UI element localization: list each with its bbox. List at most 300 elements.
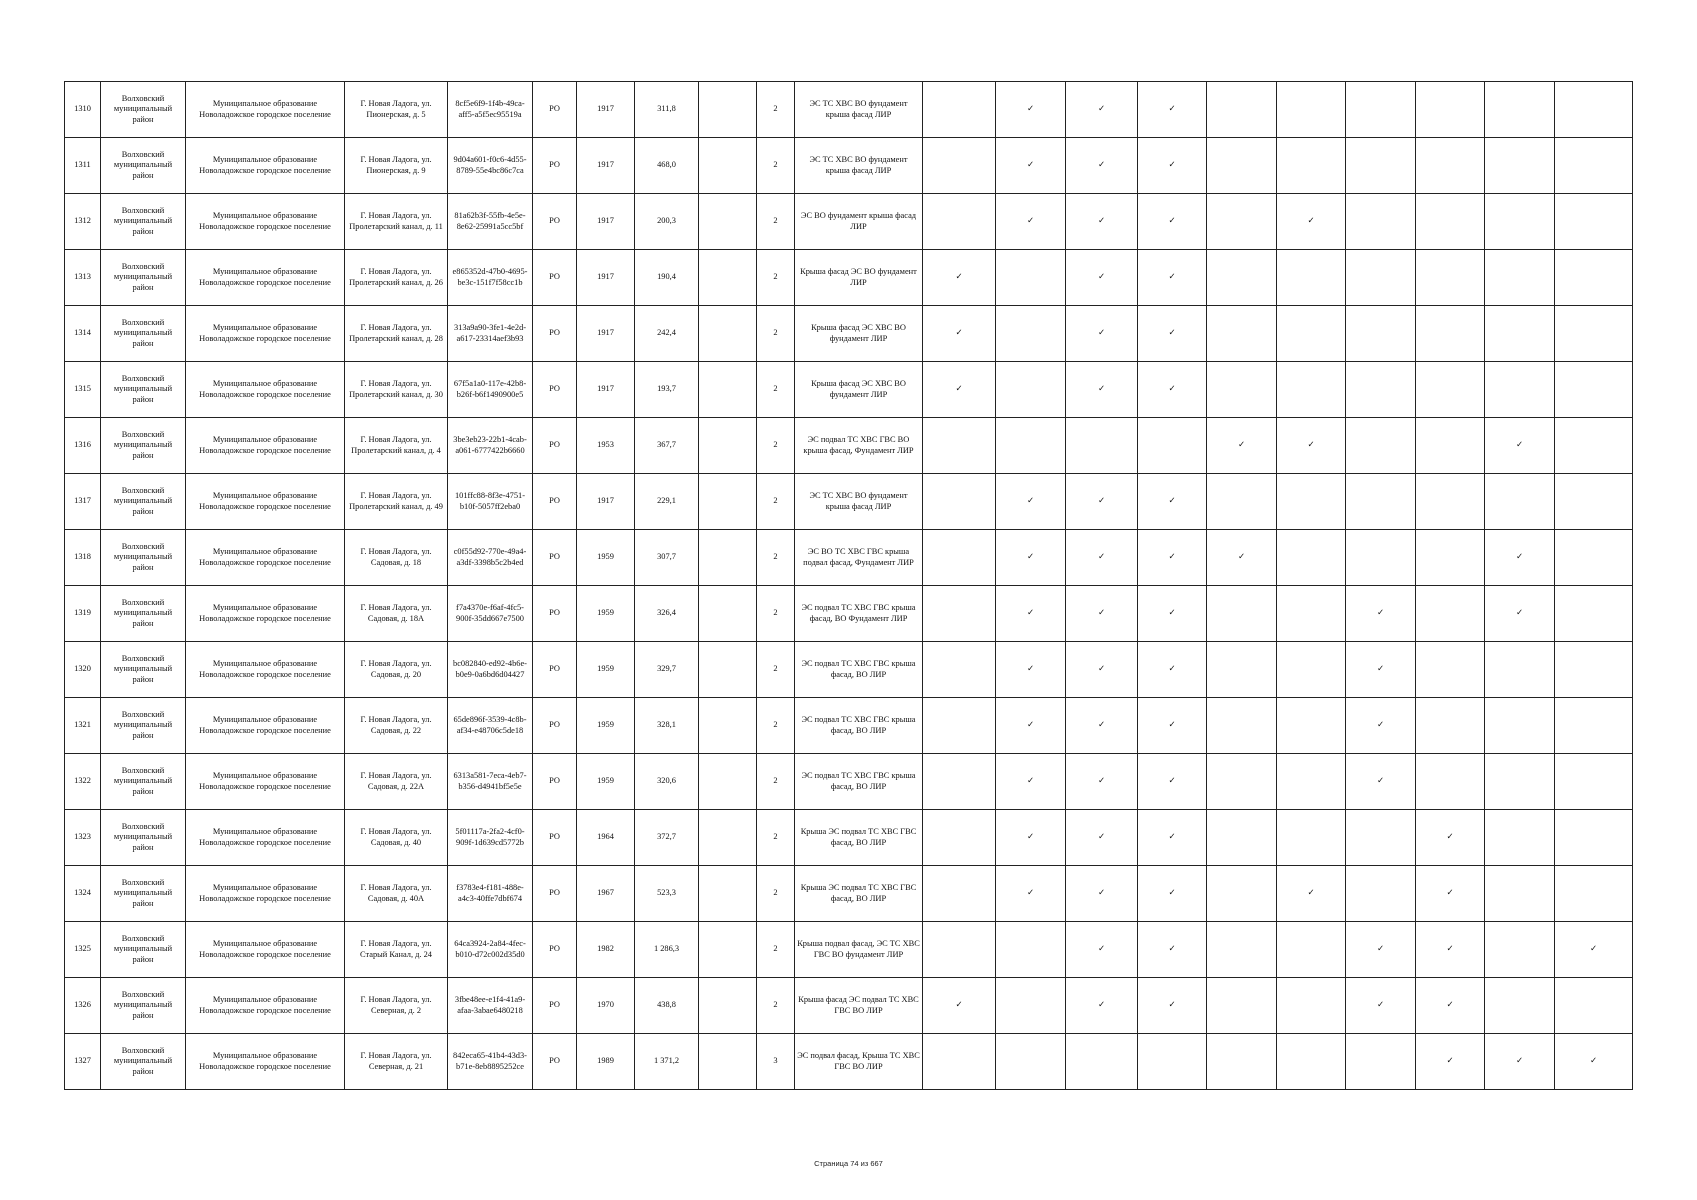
- work-check-cell: [1207, 474, 1277, 530]
- municipality-cell: Муниципальное образование Новоладожское городское поселение: [186, 642, 345, 698]
- area-cell: 229,1: [635, 474, 699, 530]
- code-cell: РО: [533, 474, 577, 530]
- work-check-cell: [1485, 754, 1555, 810]
- check-mark-icon: ✓: [1168, 720, 1176, 730]
- check-mark-icon: ✓: [1515, 440, 1524, 450]
- code-cell: РО: [533, 978, 577, 1034]
- floors-cell: 2: [757, 586, 795, 642]
- work-check-cell: [1555, 922, 1633, 978]
- guid-cell: 8cf5e6f9-1f4b-49ca-aff5-a5f5ec95519a: [448, 82, 533, 138]
- district-cell: Волховский муниципальный район: [101, 250, 186, 306]
- table-row: [65, 250, 1633, 306]
- work-check-cell: [1416, 922, 1485, 978]
- code-cell: РО: [533, 642, 577, 698]
- check-mark-icon: ✓: [1446, 832, 1454, 842]
- municipality-cell: Муниципальное образование Новоладожское городское поселение: [186, 418, 345, 474]
- empty-cell: [699, 418, 757, 474]
- work-check-cell: [1277, 82, 1346, 138]
- work-check-cell: [1346, 642, 1416, 698]
- check-mark-icon: ✓: [1097, 664, 1106, 674]
- check-mark-icon: ✓: [1097, 888, 1106, 898]
- municipality-cell: Муниципальное образование Новоладожское городское поселение: [186, 194, 345, 250]
- work-check-cell: [1485, 138, 1555, 194]
- work-check-cell: [996, 754, 1066, 810]
- check-mark-icon: ✓: [1097, 104, 1106, 114]
- work-check-cell: [923, 754, 996, 810]
- work-check-cell: [923, 866, 996, 922]
- housing-register-table: [64, 81, 1633, 1090]
- work-check-cell: [1416, 698, 1485, 754]
- municipality-cell: Муниципальное образование Новоладожское городское поселение: [186, 306, 345, 362]
- floors-cell: 2: [757, 474, 795, 530]
- work-check-cell: [1485, 1034, 1555, 1090]
- work-check-cell: [996, 138, 1066, 194]
- district-cell: Волховский муниципальный район: [101, 530, 186, 586]
- check-mark-icon: ✓: [1446, 1000, 1454, 1010]
- code-cell: РО: [533, 82, 577, 138]
- row-number: 1321: [65, 698, 101, 754]
- row-number: 1327: [65, 1034, 101, 1090]
- check-mark-icon: ✓: [1168, 776, 1176, 786]
- work-check-cell: [1346, 810, 1416, 866]
- work-check-cell: [1207, 698, 1277, 754]
- check-mark-icon: ✓: [1097, 944, 1106, 954]
- area-cell: 320,6: [635, 754, 699, 810]
- check-mark-icon: ✓: [1168, 272, 1176, 282]
- year-cell: 1959: [577, 530, 635, 586]
- table-row: [65, 530, 1633, 586]
- check-mark-icon: ✓: [1376, 1000, 1385, 1010]
- work-check-cell: [1138, 754, 1207, 810]
- code-cell: РО: [533, 250, 577, 306]
- work-check-cell: [1416, 194, 1485, 250]
- works-cell: Крыша подвал фасад, ЭС ТС ХВС ГВС ВО фундамент ЛИР: [795, 922, 923, 978]
- work-check-cell: [1485, 194, 1555, 250]
- floors-cell: 2: [757, 530, 795, 586]
- year-cell: 1917: [577, 250, 635, 306]
- work-check-cell: [1485, 698, 1555, 754]
- check-mark-icon: ✓: [1097, 496, 1106, 506]
- municipality-cell: Муниципальное образование Новоладожское городское поселение: [186, 586, 345, 642]
- work-check-cell: [1207, 866, 1277, 922]
- work-check-cell: [1066, 978, 1138, 1034]
- check-mark-icon: ✓: [1026, 104, 1035, 114]
- floors-cell: 2: [757, 698, 795, 754]
- empty-cell: [699, 978, 757, 1034]
- work-check-cell: [923, 810, 996, 866]
- year-cell: 1967: [577, 866, 635, 922]
- work-check-cell: [1138, 362, 1207, 418]
- work-check-cell: [1346, 866, 1416, 922]
- area-cell: 311,8: [635, 82, 699, 138]
- work-check-cell: [1416, 642, 1485, 698]
- work-check-cell: [1346, 194, 1416, 250]
- check-mark-icon: ✓: [1097, 1000, 1106, 1010]
- work-check-cell: [1555, 866, 1633, 922]
- year-cell: 1970: [577, 978, 635, 1034]
- table-row: [65, 362, 1633, 418]
- row-number: 1316: [65, 418, 101, 474]
- floors-cell: 2: [757, 754, 795, 810]
- work-check-cell: [1066, 866, 1138, 922]
- work-check-cell: [1555, 586, 1633, 642]
- work-check-cell: [1138, 250, 1207, 306]
- check-mark-icon: ✓: [1376, 608, 1385, 618]
- check-mark-icon: ✓: [1168, 552, 1176, 562]
- work-check-cell: [1138, 138, 1207, 194]
- work-check-cell: [1555, 698, 1633, 754]
- table-row: [65, 586, 1633, 642]
- floors-cell: 2: [757, 810, 795, 866]
- work-check-cell: [996, 418, 1066, 474]
- floors-cell: 2: [757, 82, 795, 138]
- work-check-cell: [1346, 754, 1416, 810]
- work-check-cell: [1555, 642, 1633, 698]
- floors-cell: 2: [757, 642, 795, 698]
- work-check-cell: [1346, 698, 1416, 754]
- check-mark-icon: ✓: [1026, 160, 1035, 170]
- table-row: [65, 866, 1633, 922]
- address-cell: Г. Новая Ладога, ул. Пролетарский канал, д. 11: [345, 194, 448, 250]
- district-cell: Волховский муниципальный район: [101, 922, 186, 978]
- work-check-cell: [1346, 418, 1416, 474]
- area-cell: 367,7: [635, 418, 699, 474]
- check-mark-icon: ✓: [1026, 496, 1035, 506]
- work-check-cell: [1416, 138, 1485, 194]
- works-cell: Крыша фасад ЭС ХВС ВО фундамент ЛИР: [795, 306, 923, 362]
- work-check-cell: [996, 306, 1066, 362]
- work-check-cell: [1277, 138, 1346, 194]
- district-cell: Волховский муниципальный район: [101, 1034, 186, 1090]
- work-check-cell: [1485, 418, 1555, 474]
- row-number: 1323: [65, 810, 101, 866]
- empty-cell: [699, 362, 757, 418]
- check-mark-icon: ✓: [955, 328, 963, 338]
- work-check-cell: [1555, 1034, 1633, 1090]
- table-row: [65, 82, 1633, 138]
- works-cell: ЭС ВО ТС ХВС ГВС крыша подвал фасад, Фундамент ЛИР: [795, 530, 923, 586]
- code-cell: РО: [533, 698, 577, 754]
- work-check-cell: [1207, 754, 1277, 810]
- guid-cell: c0f55d92-770e-49a4-a3df-3398b5c2b4ed: [448, 530, 533, 586]
- check-mark-icon: ✓: [1097, 216, 1106, 226]
- year-cell: 1917: [577, 474, 635, 530]
- work-check-cell: [1555, 418, 1633, 474]
- check-mark-icon: ✓: [1097, 832, 1106, 842]
- row-number: 1318: [65, 530, 101, 586]
- work-check-cell: [1207, 362, 1277, 418]
- empty-cell: [699, 194, 757, 250]
- district-cell: Волховский муниципальный район: [101, 586, 186, 642]
- year-cell: 1964: [577, 810, 635, 866]
- work-check-cell: [1138, 194, 1207, 250]
- guid-cell: 101ffc88-8f3e-4751-b10f-5057ff2eba0: [448, 474, 533, 530]
- year-cell: 1959: [577, 642, 635, 698]
- district-cell: Волховский муниципальный район: [101, 474, 186, 530]
- empty-cell: [699, 250, 757, 306]
- check-mark-icon: ✓: [1026, 720, 1035, 730]
- address-cell: Г. Новая Ладога, ул. Северная, д. 2: [345, 978, 448, 1034]
- works-cell: ЭС подвал ТС ХВС ГВС ВО крыша фасад, Фундамент ЛИР: [795, 418, 923, 474]
- row-number: 1326: [65, 978, 101, 1034]
- work-check-cell: [1066, 250, 1138, 306]
- work-check-cell: [1346, 978, 1416, 1034]
- district-cell: Волховский муниципальный район: [101, 362, 186, 418]
- work-check-cell: [1207, 978, 1277, 1034]
- works-cell: Крыша фасад ЭС ВО фундамент ЛИР: [795, 250, 923, 306]
- district-cell: Волховский муниципальный район: [101, 754, 186, 810]
- year-cell: 1917: [577, 306, 635, 362]
- check-mark-icon: ✓: [1376, 664, 1385, 674]
- guid-cell: 81a62b3f-55fb-4e5e-8e62-25991a5cc5bf: [448, 194, 533, 250]
- work-check-cell: [923, 586, 996, 642]
- area-cell: 468,0: [635, 138, 699, 194]
- row-number: 1317: [65, 474, 101, 530]
- work-check-cell: [1066, 642, 1138, 698]
- area-cell: 328,1: [635, 698, 699, 754]
- work-check-cell: [1066, 306, 1138, 362]
- year-cell: 1917: [577, 194, 635, 250]
- work-check-cell: [1485, 474, 1555, 530]
- works-cell: ЭС ТС ХВС ВО фундамент крыша фасад ЛИР: [795, 474, 923, 530]
- row-number: 1314: [65, 306, 101, 362]
- municipality-cell: Муниципальное образование Новоладожское городское поселение: [186, 1034, 345, 1090]
- work-check-cell: [1207, 418, 1277, 474]
- work-check-cell: [1207, 922, 1277, 978]
- work-check-cell: [1138, 82, 1207, 138]
- work-check-cell: [996, 194, 1066, 250]
- work-check-cell: [1066, 810, 1138, 866]
- address-cell: Г. Новая Ладога, ул. Пионерская, д. 9: [345, 138, 448, 194]
- work-check-cell: [996, 474, 1066, 530]
- table-body: [65, 82, 1633, 1090]
- work-check-cell: [1277, 586, 1346, 642]
- check-mark-icon: ✓: [1515, 608, 1524, 618]
- municipality-cell: Муниципальное образование Новоладожское городское поселение: [186, 362, 345, 418]
- guid-cell: 65de896f-3539-4c8b-af34-e48706c5de18: [448, 698, 533, 754]
- work-check-cell: [1138, 530, 1207, 586]
- work-check-cell: [1138, 306, 1207, 362]
- code-cell: РО: [533, 530, 577, 586]
- address-cell: Г. Новая Ладога, ул. Старый Канал, д. 24: [345, 922, 448, 978]
- year-cell: 1982: [577, 922, 635, 978]
- work-check-cell: [923, 194, 996, 250]
- work-check-cell: [1485, 810, 1555, 866]
- work-check-cell: [1555, 138, 1633, 194]
- address-cell: Г. Новая Ладога, ул. Садовая, д. 20: [345, 642, 448, 698]
- guid-cell: 5f01117a-2fa2-4cf0-909f-1d639cd5772b: [448, 810, 533, 866]
- work-check-cell: [923, 82, 996, 138]
- empty-cell: [699, 306, 757, 362]
- district-cell: Волховский муниципальный район: [101, 810, 186, 866]
- check-mark-icon: ✓: [1097, 720, 1106, 730]
- area-cell: 200,3: [635, 194, 699, 250]
- table-row: [65, 138, 1633, 194]
- work-check-cell: [1555, 474, 1633, 530]
- check-mark-icon: ✓: [1168, 1000, 1176, 1010]
- check-mark-icon: ✓: [1168, 328, 1176, 338]
- table-row: [65, 810, 1633, 866]
- work-check-cell: [1416, 250, 1485, 306]
- district-cell: Волховский муниципальный район: [101, 138, 186, 194]
- work-check-cell: [1485, 362, 1555, 418]
- work-check-cell: [1277, 194, 1346, 250]
- area-cell: 329,7: [635, 642, 699, 698]
- year-cell: 1989: [577, 1034, 635, 1090]
- table-row: [65, 978, 1633, 1034]
- check-mark-icon: ✓: [1307, 888, 1315, 898]
- code-cell: РО: [533, 866, 577, 922]
- area-cell: 193,7: [635, 362, 699, 418]
- municipality-cell: Муниципальное образование Новоладожское городское поселение: [186, 698, 345, 754]
- address-cell: Г. Новая Ладога, ул. Пролетарский канал, д. 30: [345, 362, 448, 418]
- empty-cell: [699, 530, 757, 586]
- check-mark-icon: ✓: [1097, 384, 1106, 394]
- work-check-cell: [1416, 866, 1485, 922]
- work-check-cell: [996, 922, 1066, 978]
- check-mark-icon: ✓: [1168, 944, 1176, 954]
- check-mark-icon: ✓: [1026, 888, 1035, 898]
- work-check-cell: [996, 82, 1066, 138]
- floors-cell: 2: [757, 978, 795, 1034]
- municipality-cell: Муниципальное образование Новоладожское городское поселение: [186, 138, 345, 194]
- works-cell: ЭС подвал ТС ХВС ГВС крыша фасад, ВО ЛИР: [795, 642, 923, 698]
- work-check-cell: [923, 642, 996, 698]
- row-number: 1322: [65, 754, 101, 810]
- empty-cell: [699, 138, 757, 194]
- work-check-cell: [1555, 250, 1633, 306]
- address-cell: Г. Новая Ладога, ул. Северная, д. 21: [345, 1034, 448, 1090]
- floors-cell: 2: [757, 922, 795, 978]
- work-check-cell: [996, 586, 1066, 642]
- check-mark-icon: ✓: [1589, 1056, 1598, 1066]
- code-cell: РО: [533, 754, 577, 810]
- work-check-cell: [1138, 978, 1207, 1034]
- empty-cell: [699, 1034, 757, 1090]
- work-check-cell: [1207, 642, 1277, 698]
- work-check-cell: [1346, 922, 1416, 978]
- area-cell: 372,7: [635, 810, 699, 866]
- work-check-cell: [996, 810, 1066, 866]
- row-number: 1313: [65, 250, 101, 306]
- check-mark-icon: ✓: [1168, 160, 1176, 170]
- municipality-cell: Муниципальное образование Новоладожское городское поселение: [186, 754, 345, 810]
- empty-cell: [699, 810, 757, 866]
- check-mark-icon: ✓: [1446, 1056, 1454, 1066]
- empty-cell: [699, 754, 757, 810]
- address-cell: Г. Новая Ладога, ул. Пионерская, д. 5: [345, 82, 448, 138]
- floors-cell: 3: [757, 1034, 795, 1090]
- code-cell: РО: [533, 194, 577, 250]
- area-cell: 1 371,2: [635, 1034, 699, 1090]
- work-check-cell: [1555, 194, 1633, 250]
- work-check-cell: [1277, 978, 1346, 1034]
- work-check-cell: [996, 642, 1066, 698]
- municipality-cell: Муниципальное образование Новоладожское городское поселение: [186, 530, 345, 586]
- work-check-cell: [1277, 1034, 1346, 1090]
- work-check-cell: [1346, 586, 1416, 642]
- row-number: 1319: [65, 586, 101, 642]
- row-number: 1310: [65, 82, 101, 138]
- work-check-cell: [923, 362, 996, 418]
- works-cell: ЭС подвал ТС ХВС ГВС крыша фасад, ВО Фундамент ЛИР: [795, 586, 923, 642]
- guid-cell: 64ca3924-2a84-4fec-b010-d72c002d35d0: [448, 922, 533, 978]
- check-mark-icon: ✓: [1515, 1056, 1524, 1066]
- work-check-cell: [1138, 866, 1207, 922]
- check-mark-icon: ✓: [955, 272, 963, 282]
- check-mark-icon: ✓: [1168, 664, 1176, 674]
- work-check-cell: [1555, 530, 1633, 586]
- work-check-cell: [1485, 922, 1555, 978]
- floors-cell: 2: [757, 418, 795, 474]
- work-check-cell: [1416, 82, 1485, 138]
- check-mark-icon: ✓: [1097, 776, 1106, 786]
- address-cell: Г. Новая Ладога, ул. Садовая, д. 22А: [345, 754, 448, 810]
- work-check-cell: [1138, 642, 1207, 698]
- work-check-cell: [1555, 754, 1633, 810]
- page-number: Страница 74 из 667: [814, 1159, 883, 1168]
- work-check-cell: [1207, 306, 1277, 362]
- work-check-cell: [1066, 362, 1138, 418]
- district-cell: Волховский муниципальный район: [101, 642, 186, 698]
- work-check-cell: [1066, 698, 1138, 754]
- work-check-cell: [996, 866, 1066, 922]
- check-mark-icon: ✓: [1026, 608, 1035, 618]
- guid-cell: 9d04a601-f0c6-4d55-8789-55e4bc86c7ca: [448, 138, 533, 194]
- work-check-cell: [1346, 1034, 1416, 1090]
- work-check-cell: [996, 1034, 1066, 1090]
- floors-cell: 2: [757, 138, 795, 194]
- work-check-cell: [1277, 530, 1346, 586]
- check-mark-icon: ✓: [1097, 160, 1106, 170]
- works-cell: Крыша фасад ЭС ХВС ВО фундамент ЛИР: [795, 362, 923, 418]
- work-check-cell: [923, 698, 996, 754]
- work-check-cell: [923, 978, 996, 1034]
- work-check-cell: [1138, 586, 1207, 642]
- floors-cell: 2: [757, 866, 795, 922]
- guid-cell: f7a4370e-f6af-4fc5-900f-35dd667e7500: [448, 586, 533, 642]
- year-cell: 1953: [577, 418, 635, 474]
- table-row: [65, 922, 1633, 978]
- address-cell: Г. Новая Ладога, ул. Садовая, д. 18: [345, 530, 448, 586]
- work-check-cell: [1346, 362, 1416, 418]
- work-check-cell: [996, 978, 1066, 1034]
- work-check-cell: [1346, 250, 1416, 306]
- code-cell: РО: [533, 1034, 577, 1090]
- municipality-cell: Муниципальное образование Новоладожское городское поселение: [186, 922, 345, 978]
- address-cell: Г. Новая Ладога, ул. Садовая, д. 22: [345, 698, 448, 754]
- guid-cell: 313a9a90-3fe1-4e2d-a617-23314aef3b93: [448, 306, 533, 362]
- district-cell: Волховский муниципальный район: [101, 866, 186, 922]
- work-check-cell: [996, 698, 1066, 754]
- year-cell: 1959: [577, 754, 635, 810]
- check-mark-icon: ✓: [1168, 888, 1176, 898]
- work-check-cell: [1138, 810, 1207, 866]
- code-cell: РО: [533, 362, 577, 418]
- check-mark-icon: ✓: [1376, 776, 1385, 786]
- row-number: 1325: [65, 922, 101, 978]
- floors-cell: 2: [757, 250, 795, 306]
- works-cell: Крыша фасад ЭС подвал ТС ХВС ГВС ВО ЛИР: [795, 978, 923, 1034]
- work-check-cell: [1277, 250, 1346, 306]
- work-check-cell: [1066, 1034, 1138, 1090]
- code-cell: РО: [533, 138, 577, 194]
- year-cell: 1959: [577, 586, 635, 642]
- table-row: [65, 418, 1633, 474]
- check-mark-icon: ✓: [1026, 552, 1035, 562]
- guid-cell: f3783e4-f181-488e-a4c3-40ffe7dbf674: [448, 866, 533, 922]
- check-mark-icon: ✓: [1026, 216, 1035, 226]
